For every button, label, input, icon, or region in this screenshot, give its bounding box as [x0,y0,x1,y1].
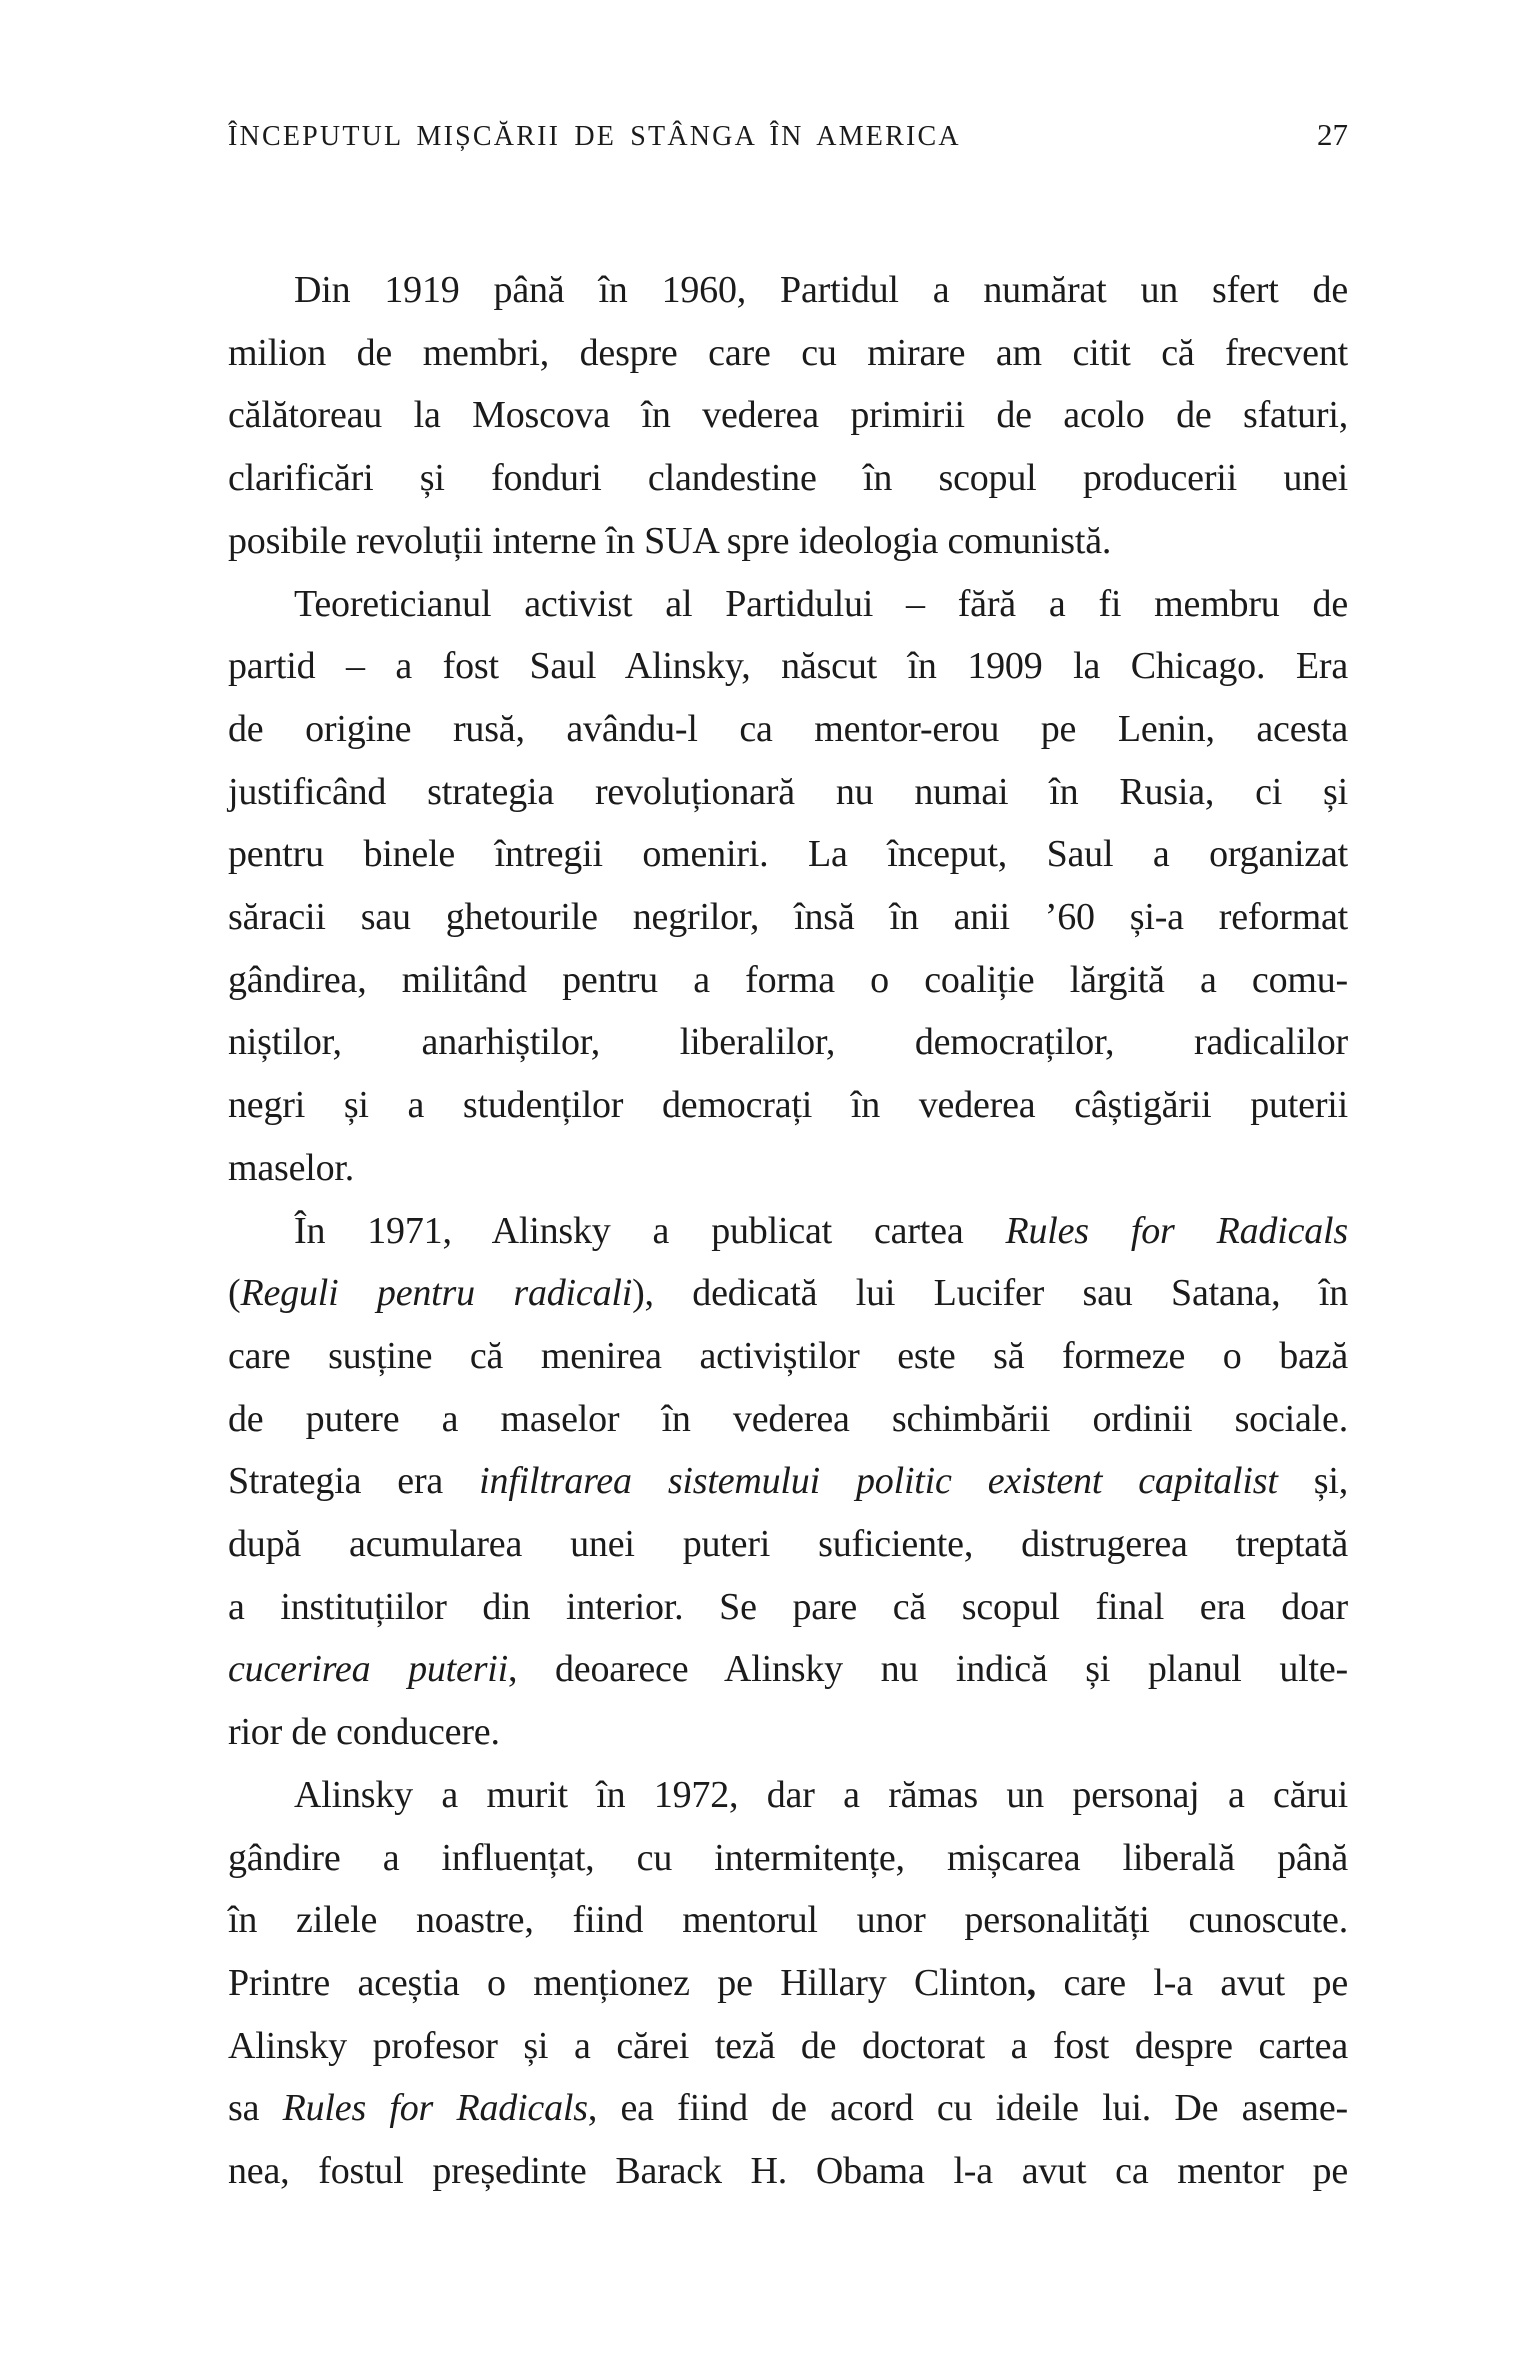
text-line [228,1262,1348,1325]
text-line [228,1576,1348,1639]
text-line [228,1889,1348,1952]
text-line [228,949,1348,1012]
paragraph [228,1200,1348,1764]
text-line [228,1638,1348,1701]
text-run: Din 1919 până în 1960, Partidul a numărat un sfert de [294,269,1348,311]
text-line [228,1074,1348,1137]
text-run: Printre aceștia o menționez pe Hillary Clinton [228,1961,1027,2004]
text-line [228,1450,1348,1513]
text-run: posibile revoluții interne în SUA spre ideologia comunistă. [228,519,1112,562]
text-line [228,1764,1348,1827]
text-run: ), dedicată lui Lucifer sau Satana, în [632,1272,1348,1315]
text-run: sa [228,2087,283,2130]
text-line [228,698,1348,761]
text-run: care l-a avut pe [1035,1961,1348,2004]
text-line [228,1701,1348,1764]
text-run: În 1971, Alinsky a publicat cartea [294,1209,1006,1252]
italic-run: infiltrarea sistemului politic existent capitalist [479,1460,1278,1503]
text-run: Alinsky a murit în 1972, dar a rămas un personaj a cărui [294,1773,1348,1816]
text-run: Strategia era [228,1460,480,1503]
text-line [228,322,1348,385]
text-run: care susține că menirea activiștilor este să formeze o bază [228,1334,1348,1377]
text-line [228,823,1348,886]
text-run: Teoreticianul activist al Partidului – fără a fi membru de [294,582,1348,625]
text-run: de putere a maselor în vederea schimbării ordinii sociale. [228,1397,1348,1440]
text-run: clarificări și fonduri clandestine în scopul producerii unei [228,457,1348,500]
text-run: în zilele noastre, fiind mentorul unor personalități cunoscute. [228,1899,1348,1942]
text-run: ( [228,1272,241,1315]
text-line [228,2077,1348,2140]
text-line [228,1952,1348,2015]
text-block [228,259,1348,2203]
text-line [228,447,1348,510]
text-run: Alinsky profesor și a cărei teză de doctorat a fost despre cartea [228,2024,1348,2067]
text-run: justificând strategia revoluționară nu numai în Rusia, ci și [228,770,1348,813]
text-run: milion de membri, despre care cu mirare am citit că frecvent [228,331,1348,374]
text-line [228,1388,1348,1451]
italic-run: Rules for Radicals [282,2087,588,2130]
running-title: ÎNCEPUTUL MIȘCĂRII DE STÂNGA ÎN AMERICA [228,121,961,152]
text-line [228,1137,1348,1200]
paragraph [228,259,1348,573]
italic-run: cucerirea puterii [228,1648,509,1691]
text-run: nea, fostul președinte Barack H. Obama l-a avut ca mentor pe [228,2150,1348,2193]
italic-run: Rules for Radicals [1005,1209,1348,1252]
text-line [228,1827,1348,1890]
text-run: partid – a fost Saul Alinsky, născut în 1909 la Chicago. Era [228,645,1348,688]
text-run: săracii sau ghetourile negrilor, însă în anii ’60 și-a reformat [228,896,1348,939]
text-line [228,2140,1348,2203]
text-line [228,1513,1348,1576]
text-run: negri și a studenților democrați în vederea câștigării puterii [228,1084,1348,1127]
text-line [228,761,1348,824]
text-run: de origine rusă, avându-l ca mentor-erou pe Lenin, acesta [228,707,1348,750]
text-line [228,1200,1348,1263]
text-run: gândire a influențat, cu intermitențe, mișcarea liberală până [228,1836,1348,1879]
text-run: , ea fiind de acord cu ideile lui. De aseme- [587,2087,1349,2130]
page-number: 27 [1317,117,1348,152]
paragraph [228,1764,1348,2203]
text-line [228,635,1348,698]
bold-run: , [1026,1961,1036,2004]
text-line [228,510,1348,573]
text-run: maselor. [228,1146,355,1189]
text-run: după acumularea unei puteri suficiente, distrugerea treptată [228,1523,1348,1566]
text-run: rior de conducere. [228,1711,500,1754]
text-run: niștilor, anarhiștilor, liberalilor, democraților, radicalilor [228,1021,1348,1064]
paragraph [228,573,1348,1200]
text-line [228,259,1348,322]
page-header [228,117,1348,153]
text-line [228,1011,1348,1074]
text-run: gândirea, militând pentru a forma o coaliție lărgită a comu- [228,958,1348,1001]
text-line [228,886,1348,949]
text-line [228,2015,1348,2078]
text-run: a instituțiilor din interior. Se pare că scopul final era doar [228,1585,1348,1628]
text-run: pentru binele întregii omeniri. La început, Saul a organizat [228,833,1348,876]
italic-run: Reguli pentru radicali [240,1272,633,1315]
text-run: , deoarece Alinsky nu indică și planul ulte- [508,1648,1348,1691]
text-line [228,1325,1348,1388]
text-run: și, [1277,1460,1348,1503]
text-line [228,573,1348,636]
text-run: călătoreau la Moscova în vederea primirii de acolo de sfaturi, [228,394,1348,437]
text-line [228,384,1348,447]
